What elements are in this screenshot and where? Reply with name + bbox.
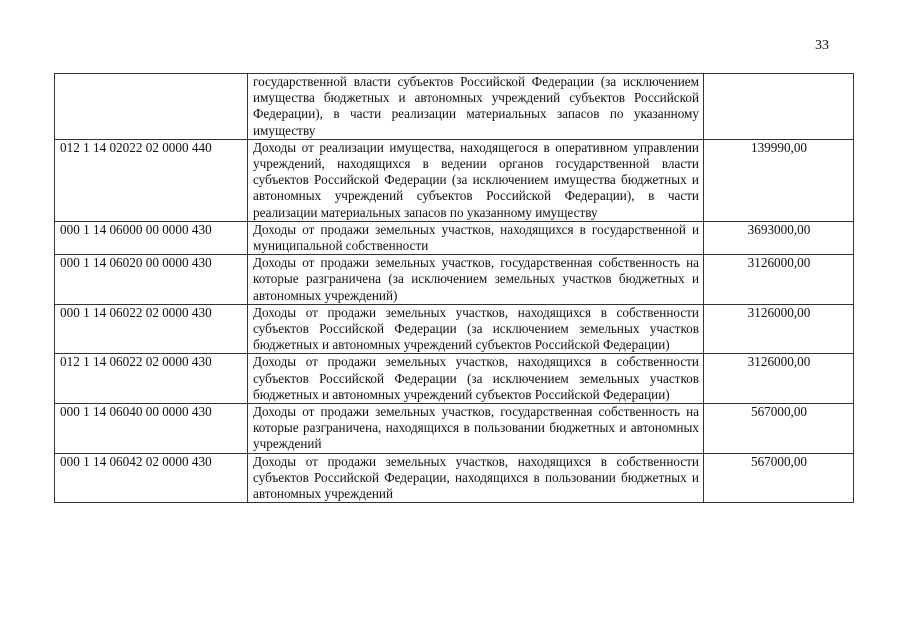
budget-code-cell: 000 1 14 06000 00 0000 430 [55, 221, 248, 254]
revenue-table [54, 73, 854, 503]
description-cell: Доходы от реализации имущества, находящегося в оперативном управлении учреждений, находящихся в ведении органов государственной власти субъектов Российской Федерации (за исключением имущества бюджетных и автономных учреждений субъектов Российской Федерации), в части реализации материальных запасов по указанному имуществу [248, 139, 704, 221]
table-row [55, 139, 854, 221]
amount-cell: 3126000,00 [704, 304, 854, 354]
budget-code-cell: 000 1 14 06020 00 0000 430 [55, 255, 248, 305]
table-row [55, 404, 854, 454]
table-row [55, 221, 854, 254]
amount-cell [704, 74, 854, 140]
amount-cell: 567000,00 [704, 404, 854, 454]
amount-cell: 3126000,00 [704, 255, 854, 305]
table-row [55, 255, 854, 305]
amount-cell: 3693000,00 [704, 221, 854, 254]
amount-cell: 3126000,00 [704, 354, 854, 404]
description-cell: Доходы от продажи земельных участков, находящихся в собственности субъектов Российской Федерации (за исключением земельных участков бюджетных и автономных учреждений субъектов Российской Федерации) [248, 354, 704, 404]
budget-code-cell: 000 1 14 06042 02 0000 430 [55, 453, 248, 503]
table-row [55, 74, 854, 140]
description-cell: Доходы от продажи земельных участков, находящихся в собственности субъектов Российской Федерации, находящихся в пользовании бюджетных и автономных учреждений [248, 453, 704, 503]
budget-code-cell: 000 1 14 06022 02 0000 430 [55, 304, 248, 354]
description-cell: государственной власти субъектов Российской Федерации (за исключением имущества бюджетных и автономных учреждений субъектов Российской Федерации), в части реализации материальных запасов по указанному имуществу [248, 74, 704, 140]
budget-code-cell: 000 1 14 06040 00 0000 430 [55, 404, 248, 454]
revenue-table-body [55, 74, 854, 503]
description-cell: Доходы от продажи земельных участков, государственная собственность на которые разграничена (за исключением земельных участков бюджетных и автономных учреждений) [248, 255, 704, 305]
amount-cell: 567000,00 [704, 453, 854, 503]
table-row [55, 304, 854, 354]
budget-code-cell: 012 1 14 06022 02 0000 430 [55, 354, 248, 404]
budget-code-cell [55, 74, 248, 140]
description-cell: Доходы от продажи земельных участков, находящихся в собственности субъектов Российской Федерации (за исключением земельных участков бюджетных и автономных учреждений субъектов Российской Федерации) [248, 304, 704, 354]
table-row [55, 453, 854, 503]
amount-cell: 139990,00 [704, 139, 854, 221]
page-number: 33 [815, 38, 829, 53]
table-row [55, 354, 854, 404]
description-cell: Доходы от продажи земельных участков, находящихся в государственной и муниципальной собственности [248, 221, 704, 254]
description-cell: Доходы от продажи земельных участков, государственная собственность на которые разграничена, находящихся в пользовании бюджетных и автономных учреждений [248, 404, 704, 454]
budget-code-cell: 012 1 14 02022 02 0000 440 [55, 139, 248, 221]
